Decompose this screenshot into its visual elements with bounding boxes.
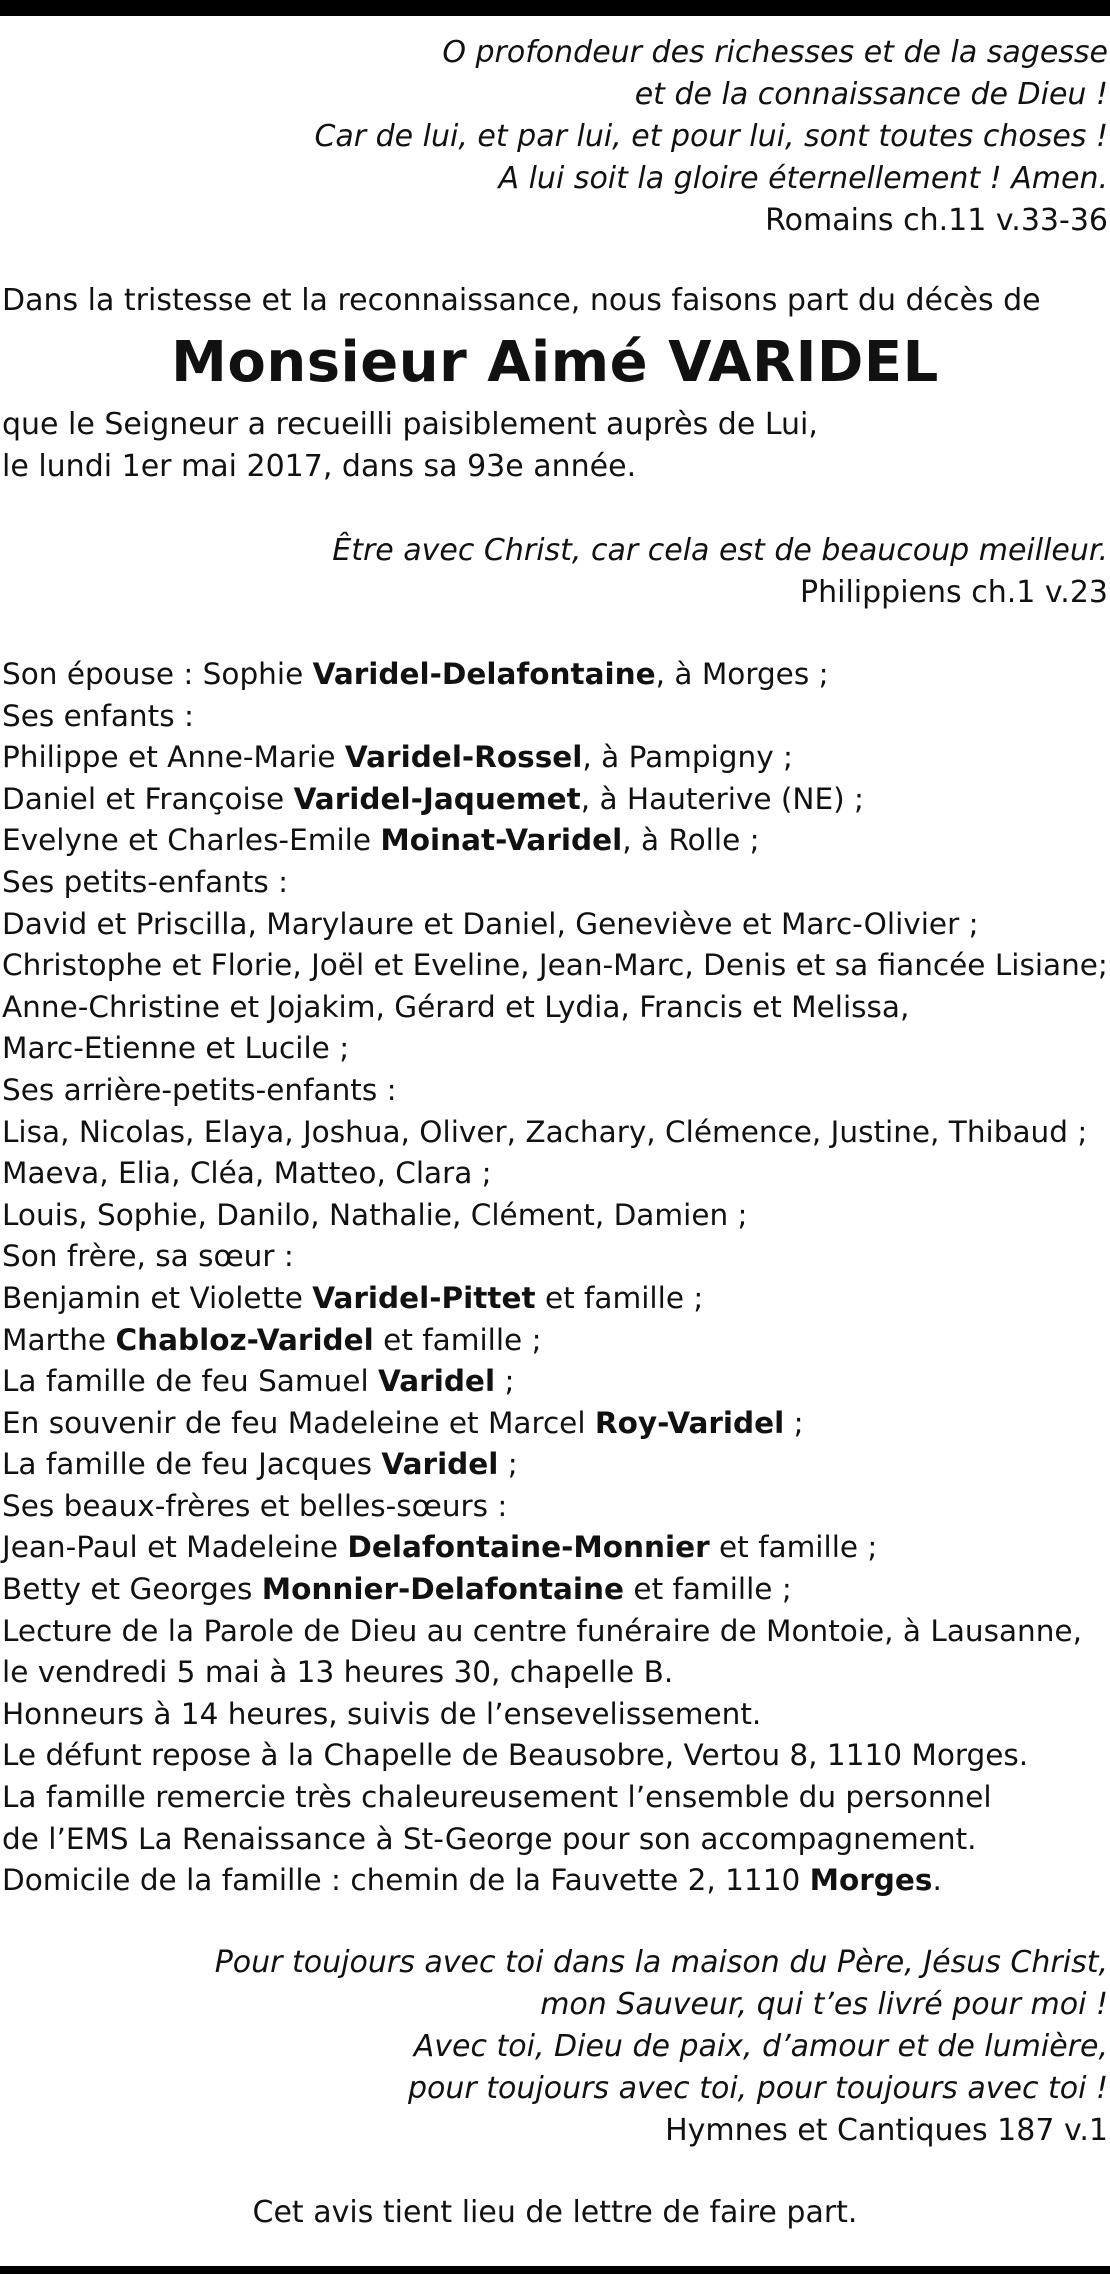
- family-entry: [2, 1278, 1108, 1320]
- family-entry: [2, 696, 1108, 738]
- entry-family-name: Varidel-Jaquemet: [293, 781, 581, 816]
- family-entry: [2, 1444, 1108, 1486]
- announcement-details: [2, 404, 1108, 488]
- family-entry: [2, 1611, 1108, 1653]
- entry-text: le vendredi 5 mai à 13 heures 30, chapelle B.: [2, 1655, 674, 1690]
- entry-text: et famille ;: [373, 1322, 542, 1357]
- entry-text: Anne-Christine et Jojakim, Gérard et Lydia, Francis et Melissa,: [2, 989, 910, 1024]
- entry-text: et famille ;: [535, 1280, 704, 1315]
- entry-text: Honneurs à 14 heures, suivis de l’ensevelissement.: [2, 1696, 762, 1731]
- entry-text: Betty et Georges: [2, 1572, 262, 1607]
- entry-text: Louis, Sophie, Danilo, Nathalie, Clément, Damien ;: [2, 1197, 748, 1232]
- entry-text: Ses petits-enfants :: [2, 864, 289, 899]
- entry-text: En souvenir de feu Madeleine et Marcel: [2, 1405, 595, 1440]
- family-entry: [2, 1320, 1108, 1362]
- entry-text: Son épouse : Sophie: [2, 657, 313, 691]
- closing-verse-line: Avec toi, Dieu de paix, d’amour et de lumière,: [413, 2028, 1108, 2064]
- opening-verse-line: A lui soit la gloire éternellement ! Amen.: [498, 161, 1108, 196]
- entry-text: ;: [495, 1364, 515, 1399]
- family-entry: [2, 987, 1108, 1029]
- family-entry: [2, 1153, 1108, 1195]
- entry-text: Maeva, Elia, Cléa, Matteo, Clara ;: [2, 1156, 492, 1191]
- entry-text: La famille de feu Jacques: [2, 1447, 382, 1482]
- family-entry: [2, 1860, 1108, 1902]
- opening-verse-line: Car de lui, et par lui, et pour lui, sont toutes choses !: [314, 119, 1108, 154]
- family-entry: [2, 1777, 1108, 1819]
- family-entry: [2, 1735, 1108, 1777]
- second-verse-reference: Philippiens ch.1 v.23: [800, 575, 1108, 610]
- family-entry: [2, 1361, 1108, 1403]
- entry-text: , à Rolle ;: [622, 823, 760, 858]
- closing-verse: [2, 1942, 1108, 2110]
- family-list: [2, 654, 1108, 1902]
- family-entry: [2, 737, 1108, 779]
- deceased-name: Monsieur Aimé VARIDEL: [171, 330, 939, 395]
- second-verse: [2, 530, 1108, 572]
- family-entry: [2, 820, 1108, 862]
- entry-text: La famille de feu Samuel: [2, 1364, 379, 1399]
- entry-text: , à Hauterive (NE) ;: [580, 781, 864, 816]
- family-entry: [2, 1070, 1108, 1112]
- announcement-line: le lundi 1er mai 2017, dans sa 93e année.: [2, 449, 637, 484]
- family-entry: [2, 904, 1108, 946]
- entry-text: et famille ;: [624, 1572, 792, 1607]
- obituary-notice: [2, 32, 1108, 2234]
- second-verse-text: Être avec Christ, car cela est de beaucoup meilleur.: [332, 533, 1108, 568]
- opening-verse-reference: Romains ch.11 v.33-36: [765, 203, 1108, 238]
- entry-family-name: Varidel-Delafontaine: [312, 657, 656, 691]
- entry-family-name: Delafontaine-Monnier: [347, 1530, 710, 1565]
- top-rule: [0, 0, 1110, 16]
- entry-text: David et Priscilla, Marylaure et Daniel, Geneviève et Marc-Olivier ;: [2, 906, 979, 941]
- family-entry: [2, 945, 1108, 987]
- entry-text: Ses arrière-petits-enfants :: [2, 1072, 397, 1107]
- family-entry: [2, 1236, 1108, 1278]
- entry-text: et famille ;: [709, 1530, 878, 1565]
- entry-text: Benjamin et Violette: [2, 1280, 313, 1315]
- entry-family-name: Varidel: [378, 1364, 496, 1399]
- entry-text: La famille remercie très chaleureusement l’ensemble du personnel: [2, 1780, 992, 1815]
- closing-verse-line: pour toujours avec toi, pour toujours avec toi !: [407, 2070, 1108, 2106]
- family-entry: [2, 1403, 1108, 1445]
- entry-family-name: Morges: [809, 1863, 933, 1898]
- entry-text: Lisa, Nicolas, Elaya, Joshua, Oliver, Zachary, Clémence, Justine, Thibaud ;: [2, 1114, 1088, 1149]
- entry-text: .: [932, 1863, 942, 1898]
- entry-text: Daniel et Françoise: [2, 781, 294, 816]
- entry-text: Philippe et Anne-Marie: [2, 740, 345, 775]
- entry-text: Le défunt repose à la Chapelle de Beausobre, Vertou 8, 1110 Morges.: [2, 1738, 1029, 1773]
- family-entry: [2, 1819, 1108, 1861]
- footer-note: Cet avis tient lieu de lettre de faire part.: [252, 2194, 858, 2230]
- closing-verse-line: Pour toujours avec toi dans la maison du Père, Jésus Christ,: [214, 1944, 1108, 1980]
- entry-text: , à Pampigny ;: [582, 740, 793, 775]
- entry-text: ;: [498, 1447, 518, 1482]
- closing-verse-line: mon Sauveur, qui t’es livré pour moi !: [540, 1986, 1108, 2022]
- opening-verse-line: et de la connaissance de Dieu !: [634, 77, 1108, 112]
- family-entry: [2, 779, 1108, 821]
- announcement-line: que le Seigneur a recueilli paisiblement auprès de Lui,: [2, 407, 818, 442]
- entry-family-name: Varidel-Rossel: [344, 740, 583, 775]
- intro-line: Dans la tristesse et la reconnaissance, nous faisons part du décès de: [2, 283, 1041, 318]
- family-entry: [2, 862, 1108, 904]
- entry-family-name: Varidel: [381, 1447, 499, 1482]
- family-entry: [2, 654, 1108, 696]
- opening-verse-line: O profondeur des richesses et de la sagesse: [442, 35, 1108, 70]
- family-entry: [2, 1028, 1108, 1070]
- entry-text: Evelyne et Charles-Emile: [2, 823, 381, 858]
- entry-family-name: Roy-Varidel: [594, 1405, 785, 1440]
- family-entry: [2, 1486, 1108, 1528]
- entry-text: , à Morges ;: [655, 657, 829, 691]
- announcement-intro: [2, 280, 1108, 322]
- entry-family-name: Chabloz-Varidel: [115, 1322, 374, 1357]
- closing-verse-reference: Hymnes et Cantiques 187 v.1: [665, 2112, 1108, 2148]
- family-entry: [2, 1527, 1108, 1569]
- family-entry: [2, 1569, 1108, 1611]
- entry-text: Ses beaux-frères et belles-sœurs :: [2, 1488, 508, 1523]
- entry-text: Lecture de la Parole de Dieu au centre funéraire de Montoie, à Lausanne,: [2, 1613, 1082, 1648]
- entry-text: de l’EMS La Renaissance à St-George pour son accompagnement.: [2, 1821, 977, 1856]
- entry-text: Christophe et Florie, Joël et Eveline, Jean-Marc, Denis et sa fiancée Lisiane;: [2, 948, 1108, 983]
- entry-family-name: Moinat-Varidel: [380, 823, 623, 858]
- entry-family-name: Varidel-Pittet: [312, 1280, 536, 1315]
- family-entry: [2, 1694, 1108, 1736]
- entry-text: Marc-Etienne et Lucile ;: [2, 1031, 350, 1066]
- family-entry: [2, 1195, 1108, 1237]
- entry-family-name: Monnier-Delafontaine: [261, 1572, 625, 1607]
- entry-text: Son frère, sa sœur :: [2, 1239, 294, 1274]
- entry-text: Marthe: [2, 1322, 116, 1357]
- entry-text: Jean-Paul et Madeleine: [2, 1530, 348, 1565]
- entry-text: Domicile de la famille : chemin de la Fauvette 2, 1110: [2, 1863, 810, 1898]
- opening-verse: [2, 32, 1108, 200]
- entry-text: Ses enfants :: [2, 698, 194, 733]
- family-entry: [2, 1652, 1108, 1694]
- family-entry: [2, 1112, 1108, 1154]
- bottom-rule: [0, 2266, 1110, 2274]
- entry-text: ;: [784, 1405, 804, 1440]
